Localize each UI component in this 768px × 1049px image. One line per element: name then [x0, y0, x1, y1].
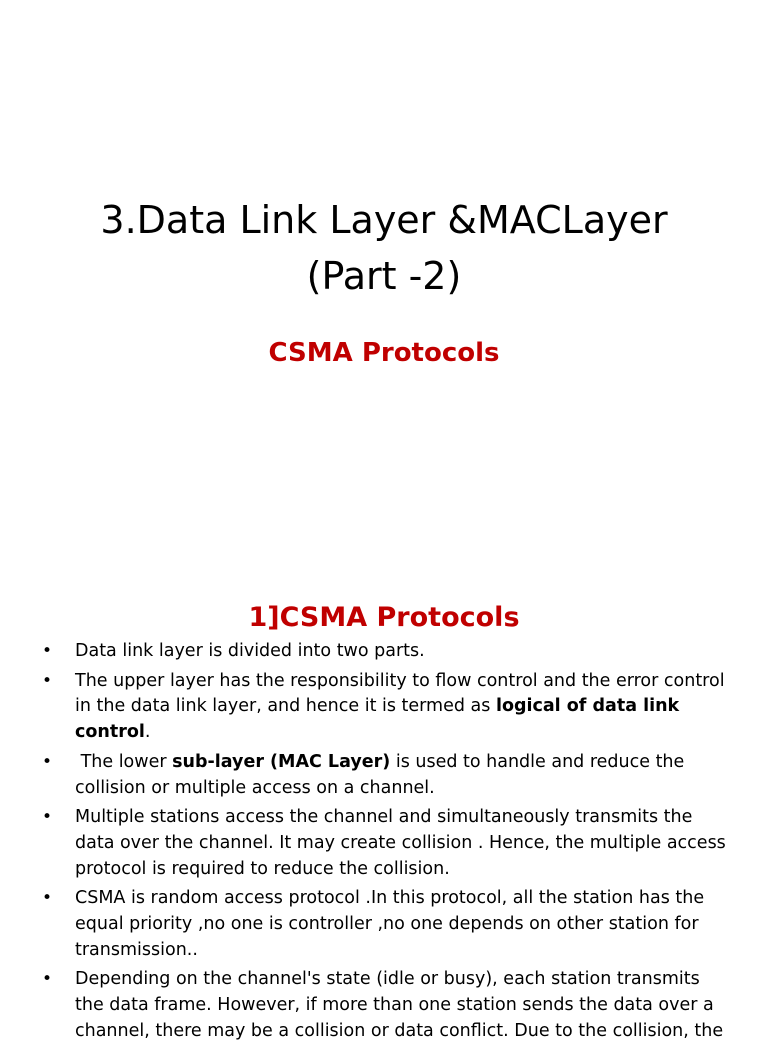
bullet-icon: •	[42, 969, 53, 990]
bullet-item	[42, 750, 728, 801]
title-line-1: 3.Data Link Layer &MACLayer	[100, 198, 668, 242]
slide-csma-protocols	[0, 576, 768, 1041]
bullet-list	[42, 639, 728, 1049]
slide-main-title	[0, 192, 768, 304]
bullet-icon: •	[42, 888, 53, 909]
bullet-icon: •	[42, 751, 53, 772]
bullet-text: The lower	[75, 751, 173, 772]
bullet-icon: •	[42, 807, 53, 828]
bullet-text: Depending on the channel's state (idle or busy), each station transmits the data frame. However, if more than one station sends the data over a channel, there may be a collision or data conflict. Due to the collision, the	[75, 969, 724, 1041]
bullet-text: Data link layer is divided into two parts.	[75, 641, 425, 661]
title-line-2: (Part -2)	[306, 254, 462, 298]
bullet-item	[42, 639, 728, 665]
bullet-emphasis: sub-layer (MAC Layer)	[172, 751, 391, 772]
section-title: 1]CSMA Protocols	[248, 602, 520, 633]
bullet-item	[42, 669, 728, 746]
slide-subtitle: CSMA Protocols	[268, 338, 500, 368]
bullet-icon: •	[42, 670, 53, 691]
bullet-item	[42, 967, 728, 1044]
bullet-text-end: is used to handle and reduce the collision or multiple access on a channel.	[75, 751, 685, 798]
bullet-item	[42, 805, 728, 882]
bullet-text: The upper layer has the responsibility to flow control and the error control in the data link layer, and hence it is termed as	[75, 670, 725, 717]
bullet-text-end: .	[144, 722, 151, 743]
bullet-text: CSMA is random access protocol .In this protocol, all the station has the equal priority ,no one is controller ,no one depends on other station for transmission..	[75, 888, 705, 960]
bullet-emphasis: logical of data link control	[75, 696, 680, 743]
bullet-item	[42, 886, 728, 963]
bullet-text: Multiple stations access the channel and simultaneously transmits the data over the channel. It may create collision . Hence, the multiple access protocol is required to reduce the collision.	[75, 807, 726, 879]
bullet-icon: •	[42, 641, 53, 661]
